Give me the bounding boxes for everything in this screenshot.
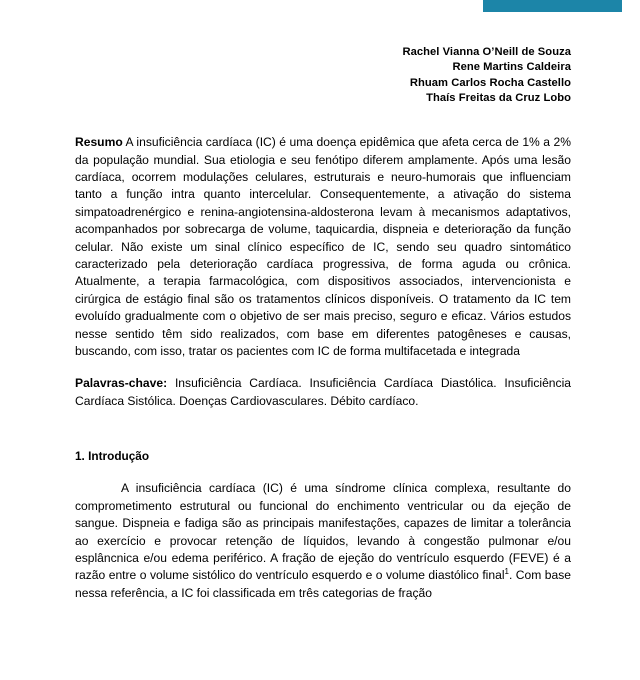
keywords-text: Insuficiência Cardíaca. Insuficiência Cardíaca Diastólica. Insuficiência Cardíaca Sistólica. Doenças Cardiovasculares. Débito cardíaco. [75, 376, 571, 408]
abstract-paragraph [75, 134, 571, 360]
introduction-paragraph [75, 480, 571, 602]
page-bottom-clip [0, 640, 640, 680]
page-content [75, 0, 571, 614]
keywords-paragraph [75, 375, 571, 410]
introduction-text-part1: A insuficiência cardíaca (IC) é uma síndrome clínica complexa, resultante do comprometimento estrutural ou funcional do enchimento ventricular ou da ejeção de sangue. Dispneia e fadiga são as principais manifestações, capazes de limitar a tolerância ao exercício e provocar retenção de líquidos, levando à congestão pulmonar e/ou esplâncnica e/ou edema periférico. A fração de ejeção do ventrículo esquerdo (FEVE) é a razão entre o volume sistólico do ventrículo esquerdo e o volume diastólico final [75, 481, 571, 583]
footnote-reference: 1 [504, 567, 509, 577]
abstract-label: Resumo [75, 135, 123, 150]
author-name: Rachel Vianna O’Neill de Souza [402, 46, 571, 58]
introduction-text-part2: . Com base nessa referência, a IC foi classificada em três categorias de fração [75, 568, 572, 600]
keywords-label: Palavras-chave: [75, 376, 168, 391]
author-list [75, 45, 571, 106]
abstract-text: A insuficiência cardíaca (IC) é uma doença epidêmica que afeta cerca de 1% a 2% da população mundial. Sua etiologia e seu fenótipo diferem amplamente. Após uma lesão cardíaca, ocorrem modulações celulares, estruturais e neuro-humorais que influenciam tanto a função intra quanto intercelular. Consequentemente, a ativação do sistema simpatoadrenérgico e renina-angiotensina-aldosterona levam à mecanismos adaptativos, acompanhados por sobrecarga de volume, taquicardia, dispneia e deterioração da função celular. Não existe um sinal clínico específico de IC, sendo seu quadro sintomático caracterizado pela deterioração cardíaca progressiva, de forma aguda ou crônica. Atualmente, a terapia farmacológica, com dispositivos associados, intervencionista e cirúrgica de estágio final são os tratamentos clínicos disponíveis. O tratamento da IC tem evoluído gradualmente com o objetivo de ser mais preciso, seguro e eficaz. Vários estudos nesse sentido têm sido realizados, com base em diferentes patogêneses e causas, buscando, com isso, tratar os pacientes com IC de forma multifacetada e integrada [75, 135, 571, 359]
author-name: Rhuam Carlos Rocha Castello [409, 76, 571, 89]
author-name: Rene Martins Caldeira [452, 61, 571, 74]
section-heading-introduction: 1. Introdução [75, 449, 150, 464]
author-name: Thaís Freitas da Cruz Lobo [426, 91, 571, 104]
